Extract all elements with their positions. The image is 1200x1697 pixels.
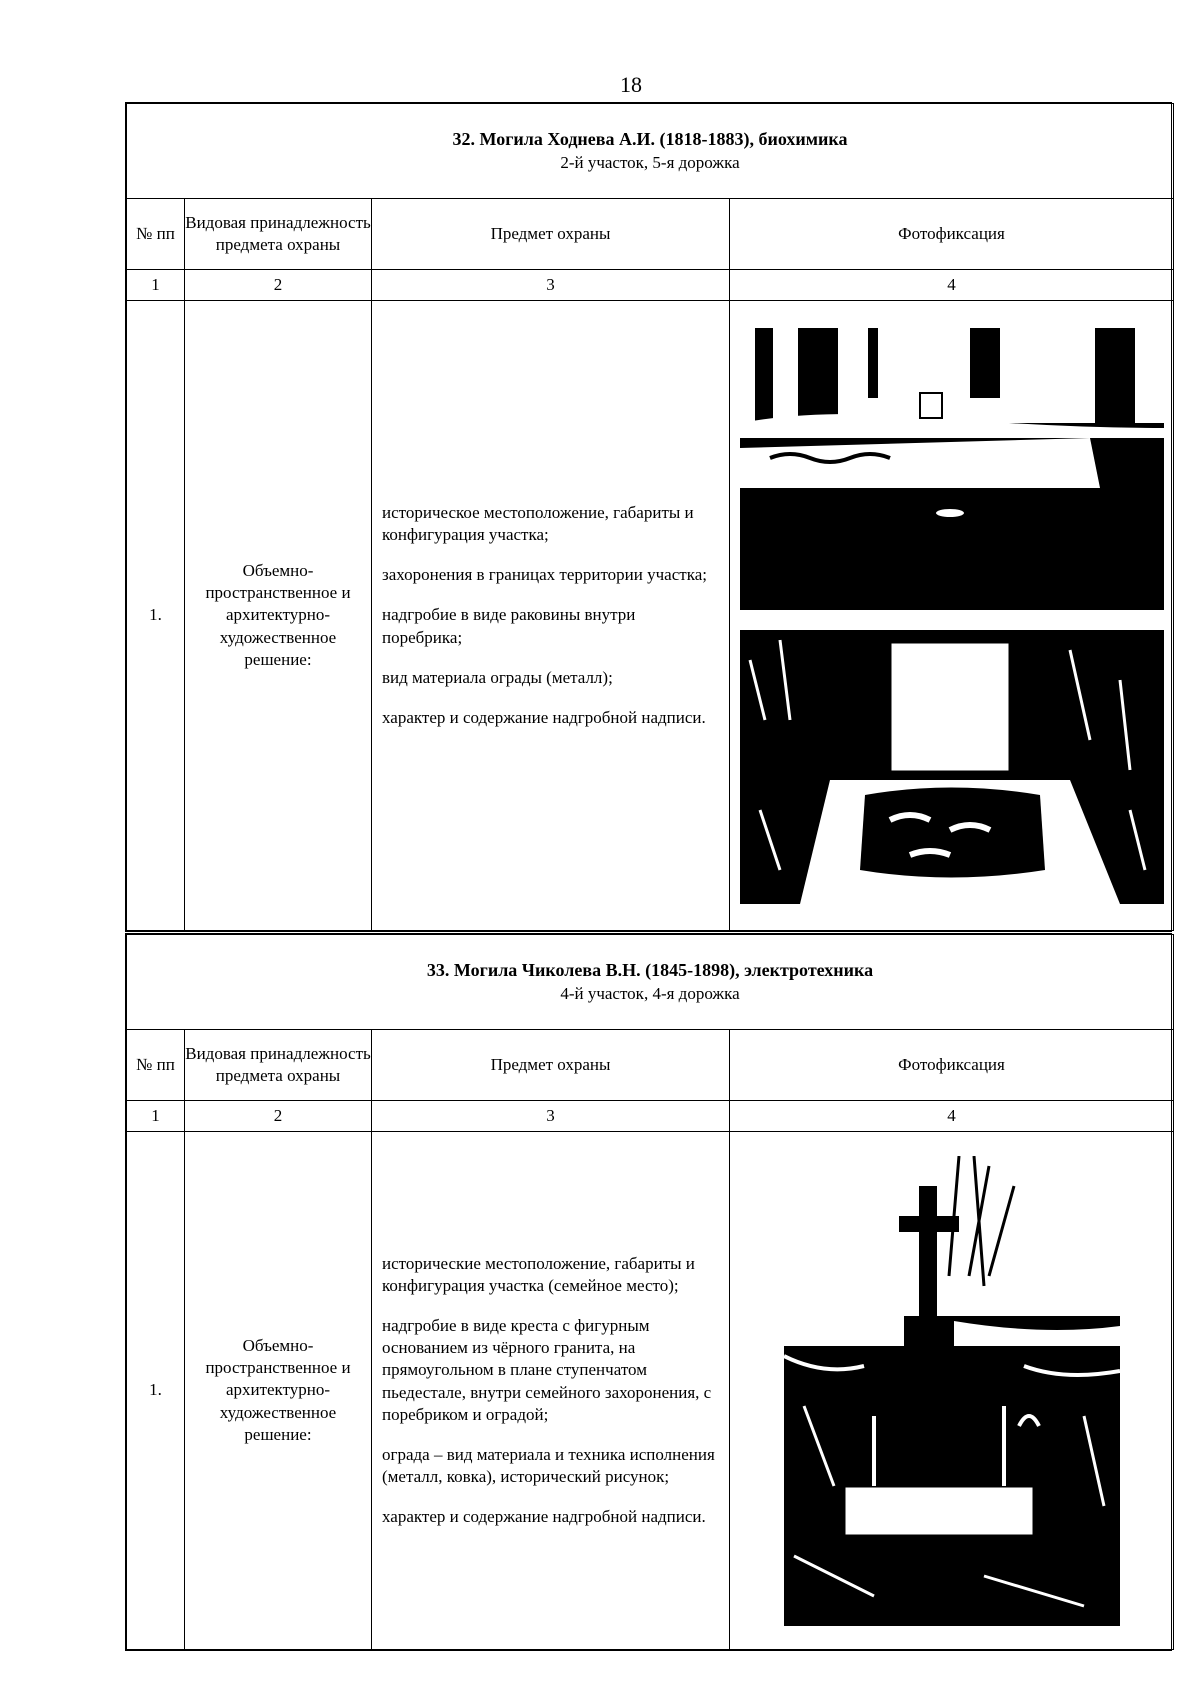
protection-subjects <box>372 1132 730 1650</box>
section-location: 2-й участок, 5-я дорожка <box>560 152 740 172</box>
row-category: Объемно-пространственное и архитектурно-художественное решение: <box>185 1132 372 1650</box>
header-subject: Предмет охраны <box>372 199 730 270</box>
row-number: 1. <box>127 1132 185 1650</box>
photo-cell <box>730 1132 1174 1650</box>
grave-photo-overview <box>740 328 1164 610</box>
column-number: 3 <box>372 270 730 301</box>
header-photo: Фотофиксация <box>730 199 1174 270</box>
header-category: Видовая принадлежность предмета охраны <box>185 199 372 270</box>
column-number: 1 <box>127 270 185 301</box>
subject-item: захоронения в границах территории участка; <box>382 565 707 585</box>
protection-subjects <box>372 301 730 931</box>
subject-item: исторические местоположение, габариты и конфигурация участка (семейное место); <box>382 1254 695 1296</box>
header-subject: Предмет охраны <box>372 1030 730 1101</box>
section-title: 32. Могила Ходнева А.И. (1818-1883), биохимика <box>452 129 848 150</box>
photo-cell <box>730 301 1174 931</box>
column-number: 2 <box>185 270 372 301</box>
grave-photo-headstone <box>740 630 1164 904</box>
section-location: 4-й участок, 4-я дорожка <box>560 983 740 1003</box>
header-category: Видовая принадлежность предмета охраны <box>185 1030 372 1101</box>
section-33 <box>125 933 1172 1651</box>
header-number: № пп <box>127 1030 185 1101</box>
subject-item: вид материала ограды (металл); <box>382 667 613 687</box>
section-title-cell <box>127 104 1174 199</box>
subject-item: историческое местоположение, габариты и конфигурация участка; <box>382 503 694 545</box>
column-number: 1 <box>127 1101 185 1132</box>
grave-photo-cross <box>784 1156 1120 1626</box>
subject-item: характер и содержание надгробной надписи. <box>382 707 706 727</box>
row-number: 1. <box>127 301 185 931</box>
subject-item: характер и содержание надгробной надписи. <box>382 1506 706 1526</box>
section-title: 33. Могила Чиколева В.Н. (1845-1898), электротехника <box>426 960 874 981</box>
column-number: 2 <box>185 1101 372 1132</box>
column-number: 3 <box>372 1101 730 1132</box>
section-32 <box>125 102 1172 932</box>
column-number: 4 <box>730 270 1174 301</box>
header-number: № пп <box>127 199 185 270</box>
page-number: 18 <box>620 72 642 97</box>
subject-item: надгробие в виде раковины внутри поребрика; <box>382 605 636 647</box>
subject-item: ограда – вид материала и техника исполнения (металл, ковка), исторический рисунок; <box>382 1444 715 1486</box>
header-photo: Фотофиксация <box>730 1030 1174 1101</box>
section-title-cell <box>127 935 1174 1030</box>
column-number: 4 <box>730 1101 1174 1132</box>
row-category: Объемно-пространственное и архитектурно-художественное решение: <box>185 301 372 931</box>
subject-item: надгробие в виде креста с фигурным основанием из чёрного гранита, на прямоугольном в плане ступенчатом пьедестале, внутри семейного захоронения, с поребриком и оградой; <box>382 1316 712 1424</box>
